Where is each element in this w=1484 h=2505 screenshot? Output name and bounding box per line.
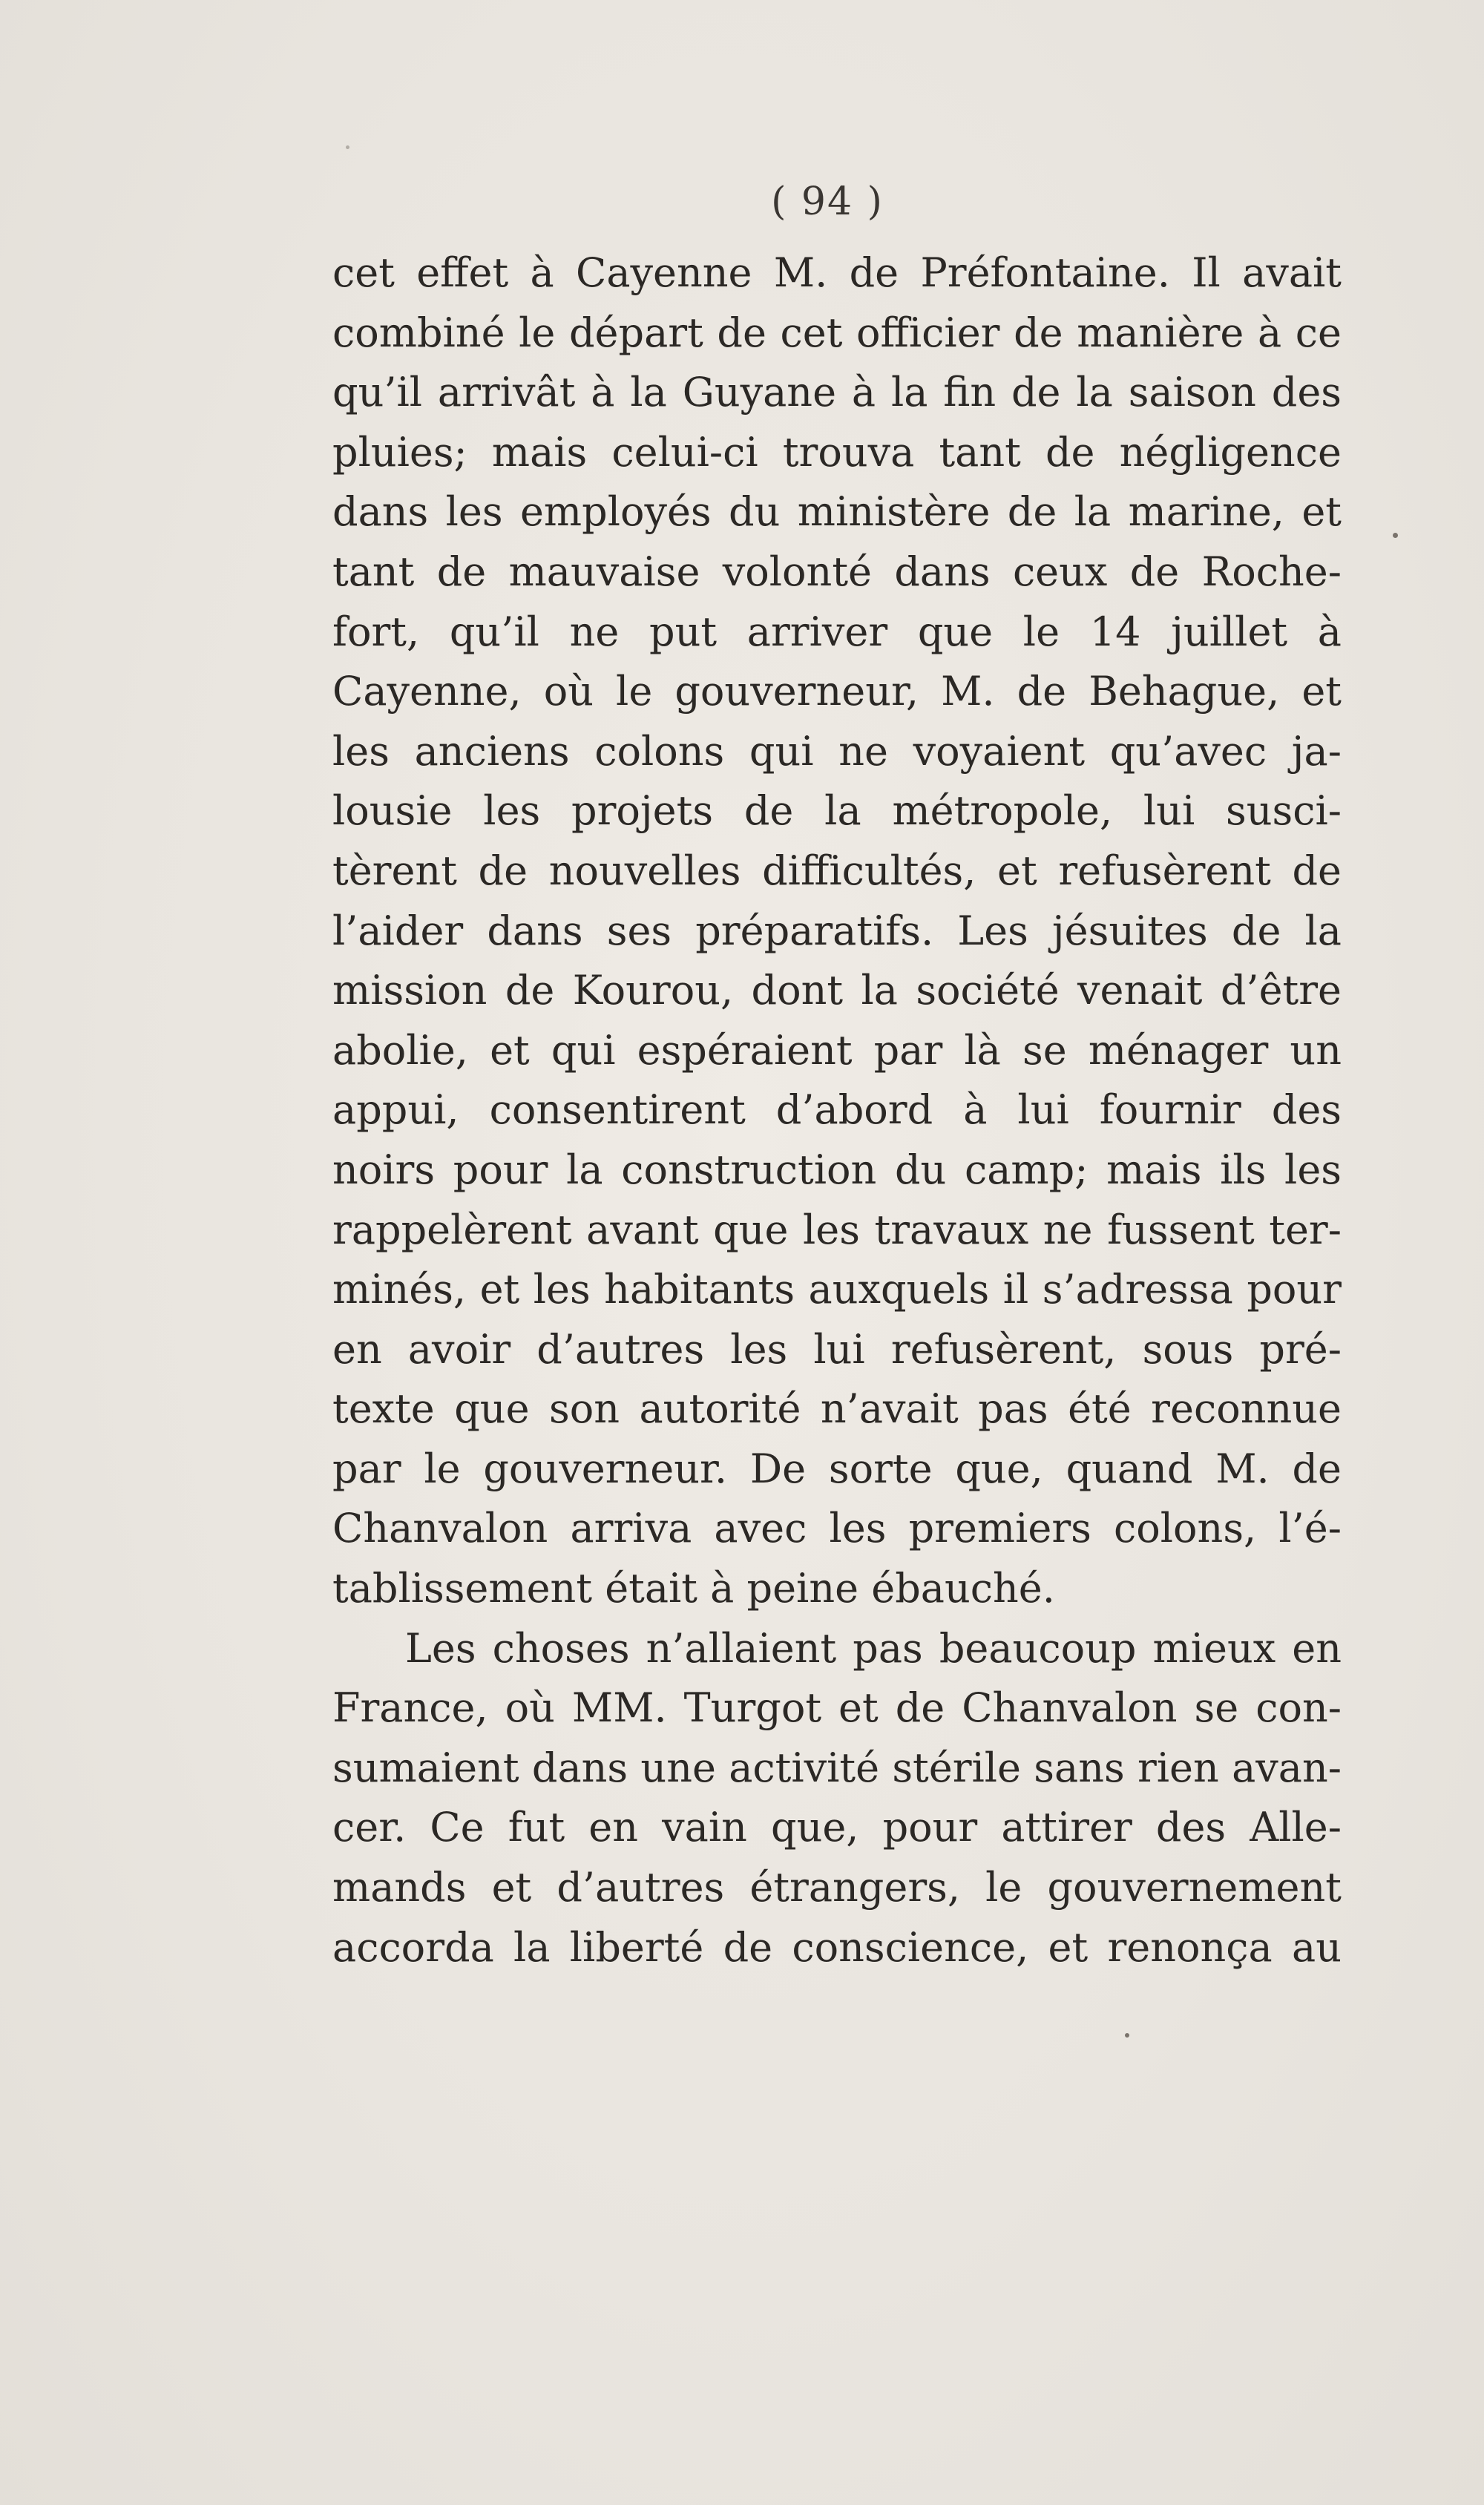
text-line: Cayenne, où le gouverneur, M. de Behague, et (332, 668, 1342, 715)
text-line: rappelèrent avant que les travaux ne fussent ter- (332, 1206, 1342, 1253)
text-line: minés, et les habitants auxquels il s’adressa pour (332, 1266, 1342, 1313)
text-line: tèrent de nouvelles difficultés, et refusèrent de (332, 847, 1342, 894)
text-line: lousie les projets de la métropole, lui susci- (332, 787, 1342, 835)
text-line: Chanvalon arriva avec les premiers colons, l’é- (332, 1505, 1342, 1552)
text-line: texte que son autorité n’avait pas été reconnue (332, 1385, 1342, 1433)
text-line: accorda la liberté de conscience, et renonça au (332, 1923, 1342, 1971)
text-line: mission de Kourou, dont la société venait d’être (332, 967, 1342, 1014)
text-line: France, où MM. Turgot et de Chanvalon se con- (332, 1684, 1342, 1732)
text-line: les anciens colons qui ne voyaient qu’avec ja- (332, 727, 1342, 775)
text-line: par le gouverneur. De sorte que, quand M. de (332, 1445, 1342, 1492)
paper-speck (1125, 2033, 1129, 2038)
text-line: cer. Ce fut en vain que, pour attirer des Alle- (332, 1804, 1342, 1851)
paper-speck (346, 145, 349, 149)
text-line: qu’il arrivât à la Guyane à la fin de la saison des (332, 369, 1342, 416)
text-line: pluies; mais celui-ci trouva tant de négligence (332, 428, 1342, 476)
text-line: fort, qu’il ne put arriver que le 14 juillet à (332, 608, 1342, 655)
text-line: appui, consentirent d’abord à lui fournir des (332, 1086, 1342, 1134)
text-line: combiné le départ de cet officier de manière à ce (332, 309, 1342, 356)
page-number: ( 94 ) (771, 180, 884, 224)
text-line: cet effet à Cayenne M. de Préfontaine. Il avait (332, 249, 1342, 296)
paper-speck (1393, 533, 1398, 538)
text-line: noirs pour la construction du camp; mais ils les (332, 1146, 1342, 1193)
text-line: abolie, et qui espéraient par là se ménager un (332, 1026, 1342, 1074)
text-line: dans les employés du ministère de la marine, et (332, 488, 1342, 536)
text-line: mands et d’autres étrangers, le gouvernement (332, 1864, 1342, 1911)
text-line: tablissement était à peine ébauché. (332, 1565, 1055, 1612)
text-line: l’aider dans ses préparatifs. Les jésuites de la (332, 907, 1342, 954)
paragraph-1 (332, 243, 1342, 1619)
paragraph-2 (332, 1619, 1342, 1978)
text-line: tant de mauvaise volonté dans ceux de Roche- (332, 548, 1342, 595)
text-line: sumaient dans une activité stérile sans rien avan- (332, 1744, 1342, 1791)
body-text (332, 243, 1342, 1977)
text-line: en avoir d’autres les lui refusèrent, sous pré- (332, 1325, 1342, 1373)
text-line: Les choses n’allaient pas beaucoup mieux en (405, 1624, 1342, 1672)
